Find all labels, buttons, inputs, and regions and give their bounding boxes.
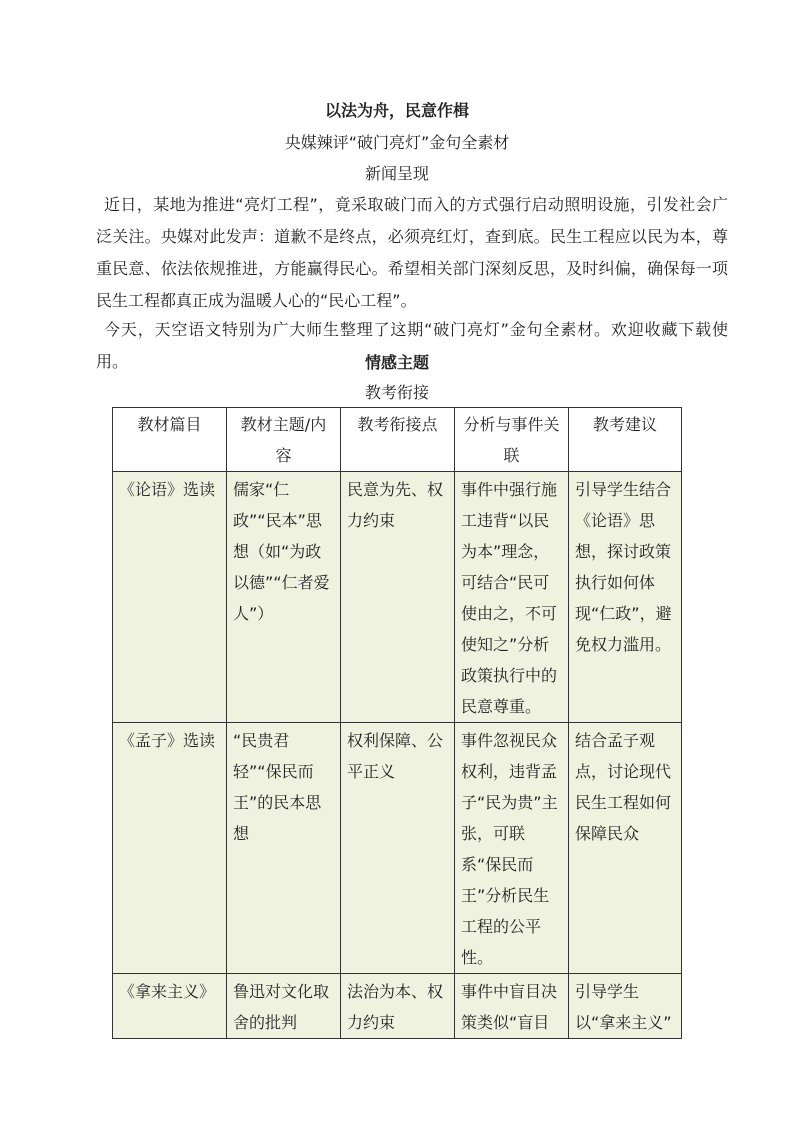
table-cell: 事件忽视民众权利，违背孟子“民为贵”主张，可联系“保民而王”分析民生工程的公平性。 [455, 723, 569, 974]
table-cell: 结合孟子观点，讨论现代民生工程如何保障民众 [569, 723, 682, 974]
table-header-cell: 分析与事件关联 [455, 408, 569, 472]
news-paragraph-1: 近日，某地为推进“亮灯工程”，竟采取破门而入的方式强行启动照明设施，引发社会广泛关注。央媒对此发声：道歉不是终点，必须亮红灯，查到底。民生工程应以民为本，尊重民意、依法依规推进，方能赢得民心。希望相关部门深刻反思，及时纠偏，确保每一项民生工程都真正成为温暖人心的“民心工程”。 [96, 195, 728, 310]
table-cell: “民贵君轻”“保民而王”的民本思想 [227, 723, 341, 974]
table-cell: 法治为本、权力约束 [341, 974, 455, 1039]
table-header-cell: 教材主题/内容 [227, 408, 341, 472]
table-cell: 事件中强行施工违背“以民为本”理念，可结合“民可使由之，不可使知之”分析政策执行中的民意尊重。 [455, 472, 569, 723]
table-row [113, 472, 682, 723]
table-cell: 引导学生结合《论语》思想，探讨政策执行如何体现“仁政”，避免权力滥用。 [569, 472, 682, 723]
table-row [113, 723, 682, 974]
table-header-cell: 教考建议 [569, 408, 682, 472]
section-heading-news: 新闻呈现 [364, 164, 429, 183]
table-cell: 儒家“仁政”“民本”思想（如“为政以德”“仁者爱人”） [227, 472, 341, 723]
table-cell: 《论语》选读 [113, 472, 227, 723]
curriculum-table [112, 407, 682, 1039]
table-cell: 事件中盲目决策类似“盲目 [455, 974, 569, 1039]
table-header-cell: 教材篇目 [113, 408, 227, 472]
document-title: 以法为舟，民意作楫 [324, 101, 469, 120]
table-header-row [113, 408, 682, 472]
table-row [113, 974, 682, 1039]
table-cell: 引导学生以“拿来主义” [569, 974, 682, 1039]
table-cell: 鲁迅对文化取舍的批判 [227, 974, 341, 1039]
section-heading-link: 教考衔接 [364, 383, 429, 402]
table-cell: 《拿来主义》 [113, 974, 227, 1039]
table-header-cell: 教考衔接点 [341, 408, 455, 472]
table-cell: 《孟子》选读 [113, 723, 227, 974]
table-cell: 权利保障、公平正义 [341, 723, 455, 974]
section-heading-emotion: 情感主题 [364, 353, 429, 372]
news-paragraph-2: 今天，天空语文特别为广大师生整理了这期“破门亮灯”金句全素材。欢迎收藏下载使用。 [96, 320, 728, 371]
table-cell: 民意为先、权力约束 [341, 472, 455, 723]
document-subtitle: 央媒辣评“破门亮灯”金句全素材 [284, 133, 510, 152]
